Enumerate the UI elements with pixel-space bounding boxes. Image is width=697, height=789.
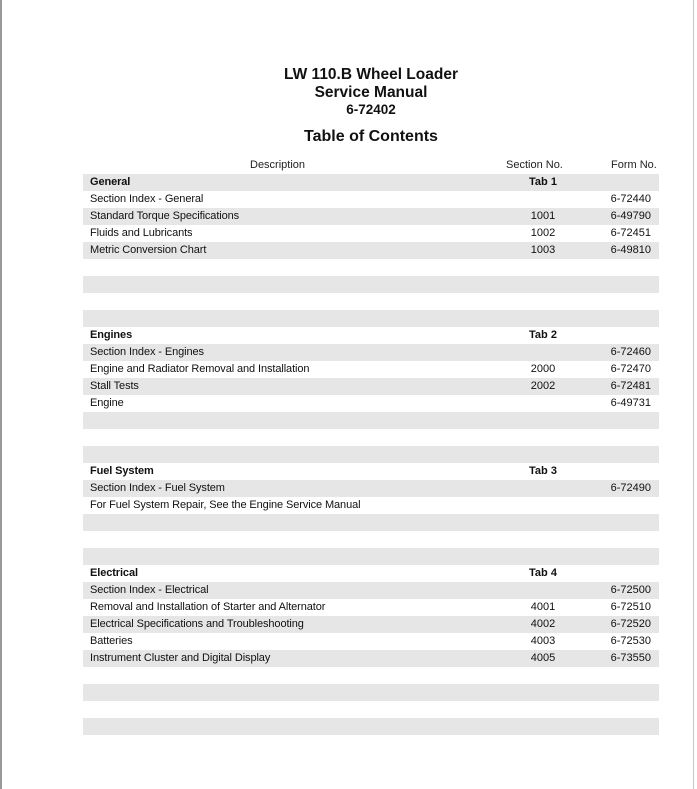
row-description: Instrument Cluster and Digital Display (90, 652, 271, 664)
page-border-right (693, 0, 694, 789)
toc-row (83, 616, 659, 633)
row-description: Removal and Installation of Starter and Alternator (90, 601, 326, 613)
row-description: Section Index - Fuel System (90, 482, 225, 494)
row-description: Stall Tests (90, 380, 139, 392)
blank-row (83, 310, 659, 327)
section-number: 2000 (530, 363, 556, 375)
section-header-row (83, 565, 659, 582)
tab-label: Tab 3 (529, 465, 557, 477)
row-description: Fluids and Lubricants (90, 227, 193, 239)
form-number: 6-73550 (610, 652, 651, 664)
blank-row (83, 548, 659, 565)
toc-table (83, 174, 659, 735)
row-description: Metric Conversion Chart (90, 244, 207, 256)
form-number: 6-72530 (610, 635, 651, 647)
form-number: 6-72490 (610, 482, 651, 494)
section-number: 1003 (530, 244, 556, 256)
tab-label: Tab 1 (529, 176, 557, 188)
section-title: Electrical (90, 567, 138, 579)
blank-row (83, 514, 659, 531)
form-number: 6-72520 (610, 618, 651, 630)
column-header-form-no: Form No. (611, 159, 657, 171)
blank-row (83, 429, 659, 446)
document-title-block (0, 66, 697, 118)
toc-row (83, 497, 659, 514)
toc-row (83, 395, 659, 412)
column-header-section-no: Section No. (506, 159, 563, 171)
section-header-row (83, 174, 659, 191)
blank-row (83, 259, 659, 276)
page-border-left (0, 0, 2, 789)
form-number: 6-72470 (610, 363, 651, 375)
section-number: 4002 (530, 618, 556, 630)
row-description: Electrical Specifications and Troubleshooting (90, 618, 304, 630)
section-number: 1002 (530, 227, 556, 239)
section-title: Engines (90, 329, 133, 341)
row-description: Section Index - General (90, 193, 204, 205)
blank-row (83, 718, 659, 735)
document-subtitle: Service Manual (314, 84, 428, 101)
toc-row (83, 225, 659, 242)
toc-row (83, 242, 659, 259)
toc-row (83, 633, 659, 650)
document-title: LW 110.B Wheel Loader (284, 66, 458, 83)
form-number: 6-49790 (610, 210, 651, 222)
section-number: 4003 (530, 635, 556, 647)
row-description: Section Index - Engines (90, 346, 204, 358)
column-header-description: Description (250, 159, 306, 171)
row-description: Standard Torque Specifications (90, 210, 240, 222)
toc-row (83, 582, 659, 599)
toc-row (83, 378, 659, 395)
toc-row (83, 650, 659, 667)
section-number: 1001 (530, 210, 556, 222)
toc-row (83, 480, 659, 497)
section-number: 2002 (530, 380, 556, 392)
section-number: 4005 (530, 652, 556, 664)
section-number: 4001 (530, 601, 556, 613)
blank-row (83, 293, 659, 310)
form-number: 6-72481 (610, 380, 651, 392)
form-number: 6-49810 (610, 244, 651, 256)
blank-row (83, 701, 659, 718)
blank-row (83, 667, 659, 684)
row-description: Batteries (90, 635, 133, 647)
form-number: 6-49731 (610, 397, 651, 409)
row-description: Engine (90, 397, 124, 409)
tab-label: Tab 2 (529, 329, 557, 341)
document-form-number: 6-72402 (346, 102, 396, 117)
row-description: For Fuel System Repair, See the Engine Service Manual (90, 499, 361, 511)
blank-row (83, 412, 659, 429)
form-number: 6-72500 (610, 584, 651, 596)
blank-row (83, 531, 659, 548)
toc-row (83, 344, 659, 361)
section-title: Fuel System (90, 465, 154, 477)
toc-row (83, 361, 659, 378)
form-number: 6-72451 (610, 227, 651, 239)
toc-row (83, 191, 659, 208)
section-header-row (83, 327, 659, 344)
blank-row (83, 684, 659, 701)
toc-row (83, 208, 659, 225)
form-number: 6-72460 (610, 346, 651, 358)
toc-heading: Table of Contents (304, 128, 438, 145)
row-description: Engine and Radiator Removal and Installation (90, 363, 310, 375)
section-title: General (90, 176, 131, 188)
form-number: 6-72440 (610, 193, 651, 205)
row-description: Section Index - Electrical (90, 584, 209, 596)
tab-label: Tab 4 (529, 567, 557, 579)
toc-row (83, 599, 659, 616)
blank-row (83, 276, 659, 293)
section-header-row (83, 463, 659, 480)
form-number: 6-72510 (610, 601, 651, 613)
blank-row (83, 446, 659, 463)
